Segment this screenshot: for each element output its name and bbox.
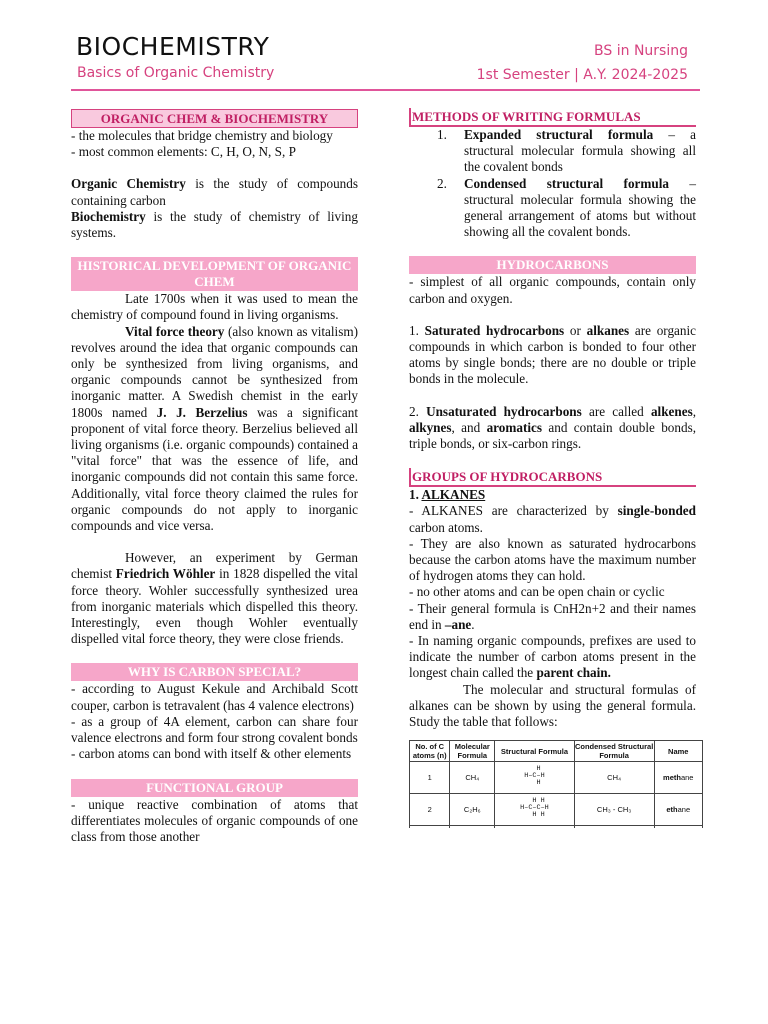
paragraph-study-table: The molecular and structural formulas of alkanes can be shown by using the general formula. Study the table that follows:	[409, 681, 696, 730]
table-row	[410, 762, 703, 794]
bullet-bond-itself: - carbon atoms can bond with itself & other elements	[71, 746, 352, 762]
table-cell: CH₄	[574, 762, 654, 794]
table-header-row	[410, 741, 703, 762]
paragraph-unsaturated: 2. Unsaturated hydrocarbons are called alkenes, alkynes, and aromatics and contain double bonds, triple bonds, or six-carbon rings.	[409, 403, 696, 452]
left-column	[71, 109, 358, 845]
section-heading-groups: GROUPS OF HYDROCARBONS	[409, 468, 696, 487]
bullet-saturated: - They are also known as saturated hydrocarbons because the carbon atoms have the maximum number of hydrogen atoms they can hold.	[409, 535, 696, 584]
right-column	[409, 108, 696, 828]
bullet-functional-group: - unique reactive combination of atoms that differentiates molecules of organic compounds of one class from those another	[71, 796, 358, 844]
paragraph-saturated: 1. Saturated hydrocarbons or alkanes are organic compounds in which carbon is bonded to four other atoms by single bonds; there are no double or triple bonds in the molecule.	[409, 322, 697, 387]
table-cell: CH₄	[450, 762, 495, 794]
bullet-tetravalent: - according to August Kekule and Archibald Scott couper, carbon is tetravalent (has 4 valence electrons)	[71, 681, 358, 713]
table-header: No. of C atoms (n)	[410, 741, 450, 762]
section-heading-hydrocarbons: HYDROCARBONS	[409, 256, 696, 274]
formula-methods-list	[409, 127, 696, 240]
section-heading-organic-chem: ORGANIC CHEM & BIOCHEMISTRY	[71, 109, 358, 128]
table-cell: 2	[410, 794, 450, 826]
table-row	[410, 794, 703, 826]
bullet-single-bonded: - ALKANES are characterized by single-bonded carbon atoms.	[409, 503, 696, 535]
list-item: 1. Expanded structural formula – a structural molecular formula showing all the covalent bonds	[437, 127, 696, 175]
definition-biochemistry: Biochemistry is the study of chemistry of living systems.	[71, 208, 358, 241]
semester-label: 1st Semester | A.Y. 2024-2025	[476, 67, 688, 83]
table-cell: C₂H₆	[450, 794, 495, 826]
header-divider	[71, 89, 700, 91]
table-cell	[495, 762, 575, 794]
structural-formula: H H H–C–C–H H H	[520, 796, 549, 819]
definition-organic-chemistry: Organic Chemistry is the study of compounds containing carbon	[71, 176, 358, 208]
structural-formula: H H–C–H H	[524, 764, 545, 787]
paragraph-vital-force: Vital force theory (also known as vitalism) revolves around the idea that organic compounds can only be synthesized from living organisms, and organic compounds cannot be synthesized from inorganic matter. A Swedish chemist in the early 1800s named J. J. Berzelius was a significant proponent of vital force theory. Berzelius believed all living organisms (i.e. organic compounds) contained a "vital force" that was the essence of life, and inorganic compounds did not contain this same force. Additionally, vital force theory claimed the rules for organic compounds do not apply to inorganic compounds and vice versa.	[71, 323, 359, 534]
table-cell: methane	[654, 762, 702, 794]
paragraph-late-1700s: Late 1700s when it was used to mean the chemistry of compound found in living organisms.	[71, 291, 358, 323]
table-cell	[495, 794, 575, 826]
table-cell: CH₃ - CH₃	[574, 794, 654, 826]
table-cell: 1	[410, 762, 450, 794]
bullet-prefixes: - In naming organic compounds, prefixes are used to indicate the number of carbon atoms present in the longest chain called the parent chain.	[409, 633, 696, 681]
section-heading-carbon-special: WHY IS CARBON SPECIAL?	[71, 663, 358, 681]
section-heading-functional-group: FUNCTIONAL GROUP	[71, 779, 358, 797]
bullet-common-elements: - most common elements: C, H, O, N, S, P	[71, 144, 296, 160]
table-header: Structural Formula	[495, 741, 575, 762]
page-header	[0, 0, 768, 100]
section-heading-formulas: METHODS OF WRITING FORMULAS	[409, 108, 696, 127]
program-label: BS in Nursing	[594, 43, 688, 59]
bullet-open-chain: - no other atoms and can be open chain or cyclic	[409, 584, 665, 600]
alkanes-table	[409, 740, 703, 828]
table-cell: ethane	[654, 794, 702, 826]
section-heading-historical: HISTORICAL DEVELOPMENT OF ORGANIC CHEM	[71, 257, 358, 291]
bullet-general-formula: - Their general formula is CnH2n+2 and their names end in –ane.	[409, 600, 696, 632]
table-header: Name	[654, 741, 702, 762]
bullet-simplest-compounds: - simplest of all organic compounds, contain only carbon and oxygen.	[409, 274, 696, 306]
bullet-group-4a: - as a group of 4A element, carbon can share four valence electrons and form four strong covalent bonds	[71, 713, 358, 746]
course-subtitle: Basics of Organic Chemistry	[77, 65, 275, 81]
list-item: 2. Condensed structural formula – structural molecular formula showing the general arrangement of atoms but without showing all the covalent bonds.	[437, 175, 696, 240]
alkanes-table-wrapper	[409, 740, 704, 828]
course-title: BIOCHEMISTRY	[76, 32, 270, 61]
paragraph-wohler: However, an experiment by German chemist Friedrich Wöhler in 1828 dispelled the vital force theory. Wohler successfully synthesized urea from inorganic materials which dispelled this theory. Interestingly, even though Wohler eventually dispelled vital force theory, they were close friends.	[71, 550, 358, 647]
bullet-molecules-bridge: - the molecules that bridge chemistry and biology	[71, 128, 333, 143]
table-row	[410, 826, 703, 829]
table-header: Condensed Structural Formula	[574, 742, 654, 761]
subheading-alkanes: 1. ALKANES	[409, 487, 486, 503]
table-header: Molecular Formula	[450, 741, 495, 762]
